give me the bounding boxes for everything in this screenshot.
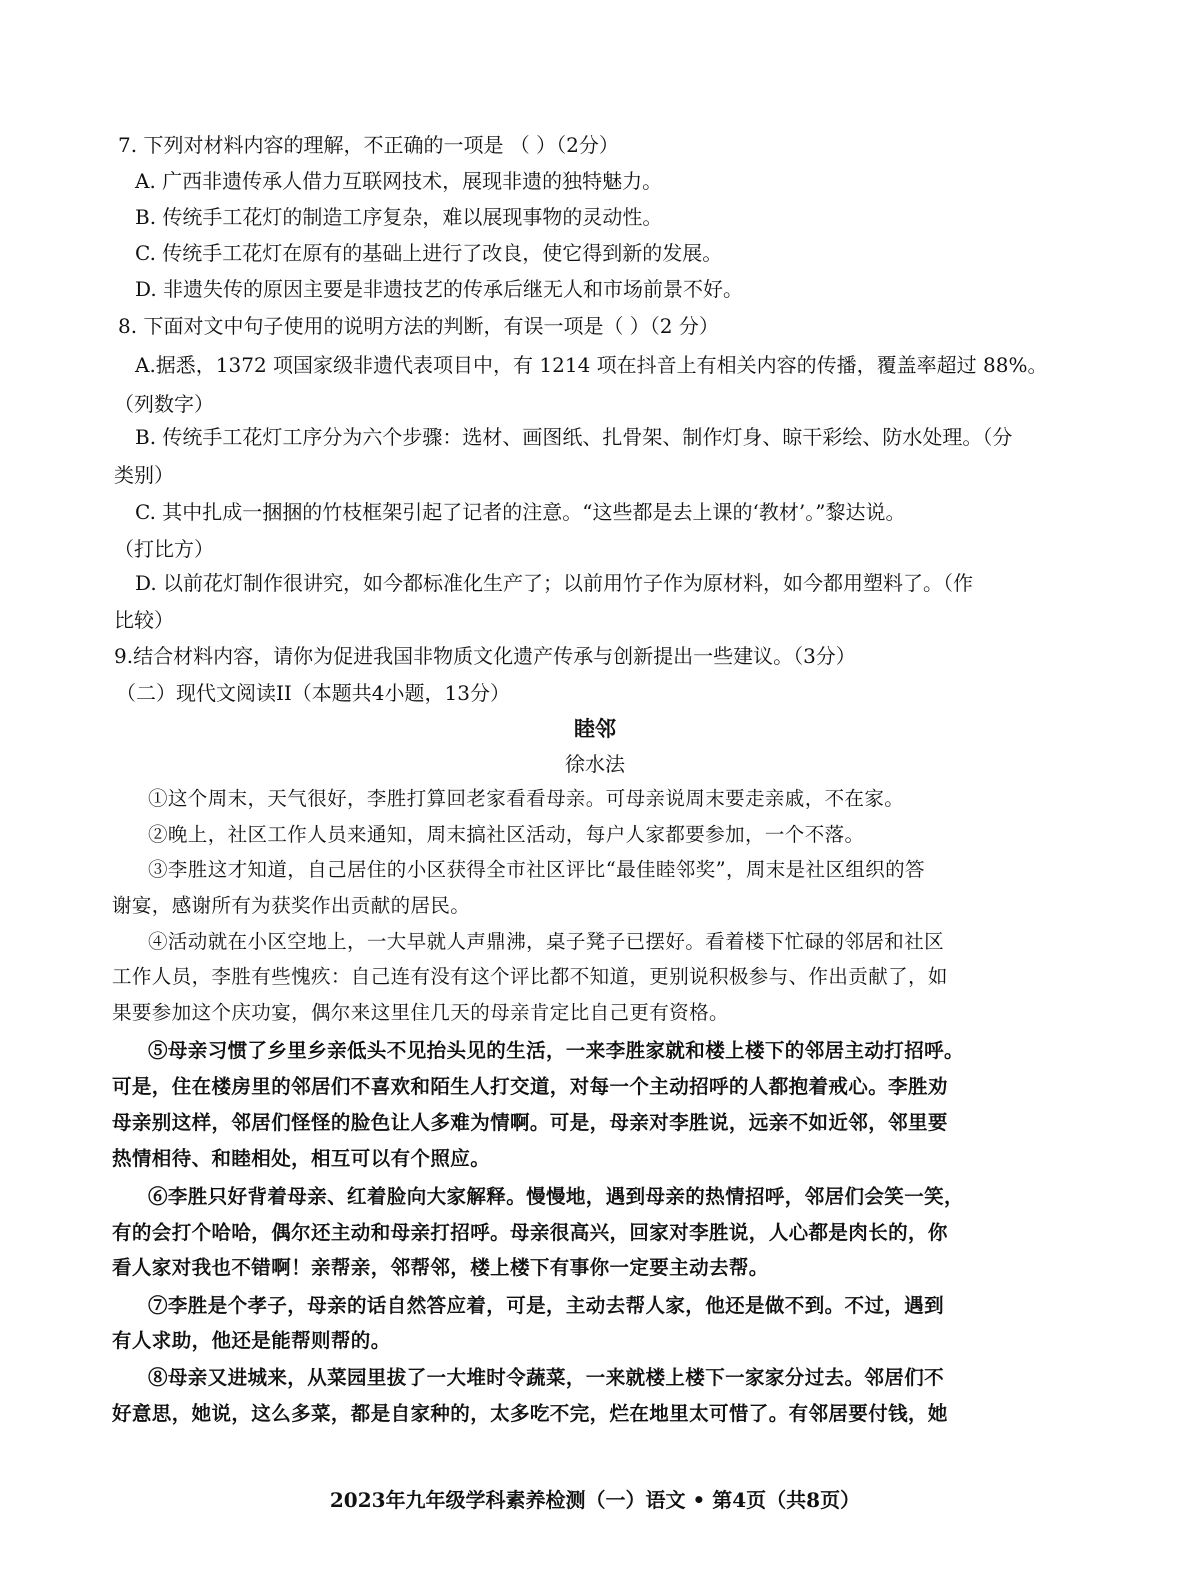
- question-7-stem: 7. 下列对材料内容的理解，不正确的一项是 （ ）（2分）: [118, 133, 619, 157]
- question-8-option-c-note: （打比方）: [114, 537, 214, 561]
- question-8-option-a: A.据悉，1372 项国家级非遗代表项目中，有 1214 项在抖音上有相关内容的传播，覆盖率超过 88%。: [135, 353, 1048, 377]
- article-line: 可是，住在楼房里的邻居们不喜欢和陌生人打交道，对每一个主动招呼的人都抱着戒心。李胜劝: [112, 1075, 948, 1098]
- article-line: ⑥李胜只好背着母亲、红着脸向大家解释。慢慢地，遇到母亲的热情招呼，邻居们会笑一笑，: [148, 1185, 964, 1208]
- question-8-stem: 8. 下面对文中句子使用的说明方法的判断，有误一项是（ ）（2 分）: [118, 314, 719, 338]
- article-line: ①这个周末，天气很好，李胜打算回老家看看母亲。可母亲说周末要走亲戚，不在家。: [148, 787, 905, 810]
- question-7-option-b: B. 传统手工花灯的制造工序复杂，难以展现事物的灵动性。: [135, 205, 663, 229]
- article-line: ④活动就在小区空地上，一大早就人声鼎沸，桌子凳子已摆好。看着楼下忙碌的邻居和社区: [148, 930, 945, 953]
- article-line: ⑤母亲习惯了乡里乡亲低头不见抬头见的生活，一来李胜家就和楼上楼下的邻居主动打招呼。: [148, 1039, 964, 1062]
- article-line: 有的会打个哈哈，偶尔还主动和母亲打招呼。母亲很高兴，回家对李胜说，人心都是肉长的，你: [112, 1221, 948, 1244]
- article-line: 好意思，她说，这么多菜，都是自家种的，太多吃不完，烂在地里太可惜了。有邻居要付钱，她: [112, 1402, 948, 1425]
- article-line: 谢宴，感谢所有为获奖作出贡献的居民。: [112, 894, 471, 917]
- question-8-option-a-note: （列数字）: [114, 392, 214, 416]
- question-7-option-a: A. 广西非遗传承人借力互联网技术，展现非遗的独特魅力。: [135, 169, 663, 193]
- article-line: 热情相待、和睦相处，相互可以有个照应。: [112, 1147, 491, 1170]
- article-line: ③李胜这才知道，自己居住的小区获得全市社区评比“最佳睦邻奖”，周末是社区组织的答: [148, 858, 925, 881]
- article-line: ②晚上，社区工作人员来通知，周末搞社区活动，每户人家都要参加，一个不落。: [148, 823, 865, 846]
- question-8-option-b-note: 类别）: [114, 463, 174, 487]
- section-heading: （二）现代文阅读II（本题共4小题，13分）: [116, 681, 510, 705]
- page-footer: 2023年九年级学科素养检测（一）语文 • 第4页（共8页）: [329, 1488, 861, 1512]
- article-line: 母亲别这样，邻居们怪怪的脸色让人多难为情啊。可是，母亲对李胜说，远亲不如近邻，邻里要: [112, 1111, 948, 1134]
- question-8-option-b: B. 传统手工花灯工序分为六个步骤：选材、画图纸、扎骨架、制作灯身、晾干彩绘、防水处理。（分: [135, 425, 1013, 449]
- article-line: ⑧母亲又进城来，从菜园里拔了一大堆时令蔬菜，一来就楼上楼下一家家分过去。邻居们不: [148, 1366, 945, 1389]
- article-line: 看人家对我也不错啊！亲帮亲，邻帮邻，楼上楼下有事你一定要主动去帮。: [112, 1256, 769, 1279]
- article-line: 果要参加这个庆功宴，偶尔来这里住几天的母亲肯定比自己更有资格。: [112, 1001, 729, 1024]
- article-author: 徐水法: [565, 752, 625, 776]
- question-8-option-d: D. 以前花灯制作很讲究，如今都标准化生产了；以前用竹子作为原材料，如今都用塑料了。（作: [135, 571, 974, 595]
- question-8-option-d-note: 比较）: [114, 608, 174, 632]
- article-line: 工作人员，李胜有些愧疚：自己连有没有这个评比都不知道，更别说积极参与、作出贡献了，如: [112, 965, 948, 988]
- question-7-option-d: D. 非遗失传的原因主要是非遗技艺的传承后继无人和市场前景不好。: [135, 277, 744, 301]
- article-line: ⑦李胜是个孝子，母亲的话自然答应着，可是，主动去帮人家，他还是做不到。不过，遇到: [148, 1294, 945, 1317]
- question-8-option-c: C. 其中扎成一捆捆的竹枝框架引起了记者的注意。“这些都是去上课的‘教材’。”黎达说。: [135, 500, 906, 524]
- article-title: 睦邻: [574, 716, 616, 741]
- question-7-option-c: C. 传统手工花灯在原有的基础上进行了改良，使它得到新的发展。: [135, 241, 723, 265]
- article-line: 有人求助，他还是能帮则帮的。: [112, 1329, 391, 1352]
- question-9-stem: 9.结合材料内容，请你为促进我国非物质文化遗产传承与创新提出一些建议。（3分）: [114, 644, 856, 668]
